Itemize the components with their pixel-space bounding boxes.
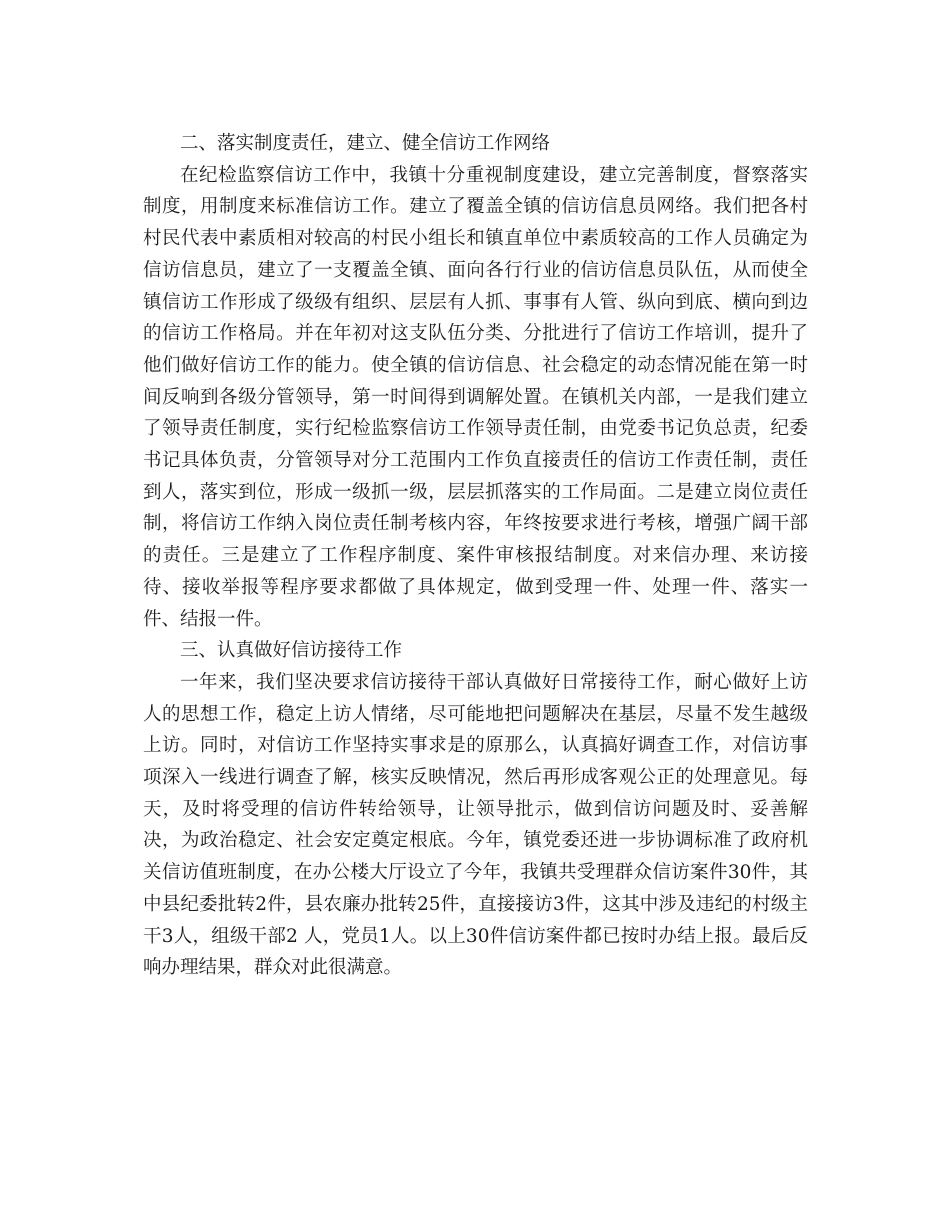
section-3-paragraph: 一年来，我们坚决要求信访接待干部认真做好日常接待工作，耐心做好上访人的思想工作，稳定上访人情绪，尽可能地把问题解决在基层，尽量不发生越级上访。同时，对信访工作坚持实事求是的原那么，认真搞好调查工作，对信访事项深入一线进行调查了解，核实反映情况，然后再形成客观公正的处理意见。每天，及时将受理的信访件转给领导，让领导批示，做到信访问题及时、妥善解决，为政治稳定、社会安定奠定根底。今年，镇党委还进一步协调标准了政府机关信访值班制度，在办公楼大厅设立了今年，我镇共受理群众信访案件30件，其中县纪委批转2件，县农廉办批转25件，直接接访3件，这其中涉及违纪的村级主干3人，组级干部2 人，党员1人。以上30件信访案件都已按时办结上报。最后反响办理结果，群众对此很满意。 xyxy=(143,671,808,979)
document-body xyxy=(143,128,808,984)
section-3-heading: 三、认真做好信访接待工作 xyxy=(180,640,403,662)
section-2-paragraph: 在纪检监察信访工作中，我镇十分重视制度建设，建立完善制度，督察落实制度，用制度来标准信访工作。建立了覆盖全镇的信访信息员网络。我们把各村村民代表中素质相对较高的村民小组长和镇直单位中素质较高的工作人员确定为信访信息员，建立了一支覆盖全镇、面向各行行业的信访信息员队伍，从而使全镇信访工作形成了级级有组织、层层有人抓、事事有人管、纵向到底、横向到边的信访工作格局。并在年初对这支队伍分类、分批进行了信访工作培训，提升了他们做好信访工作的能力。使全镇的信访信息、社会稳定的动态情况能在第一时间反响到各级分管领导，第一时间得到调解处置。在镇机关内部，一是我们建立了领导责任制度，实行纪检监察信访工作领导责任制，由党委书记负总责，纪委书记具体负责，分管领导对分工范围内工作负直接责任的信访工作责任制，责任到人，落实到位，形成一级抓一级，层层抓落实的工作局面。二是建立岗位责任制，将信访工作纳入岗位责任制考核内容，年终按要求进行考核，增强广阔干部的责任。三是建立了工作程序制度、案件审核报结制度。对来信办理、来访接待、接收举报等程序要求都做了具体规定，做到受理一件、处理一件、落实一件、结报一件。 xyxy=(143,164,808,630)
section-2-heading: 二、落实制度责任，建立、健全信访工作网络 xyxy=(180,133,551,154)
